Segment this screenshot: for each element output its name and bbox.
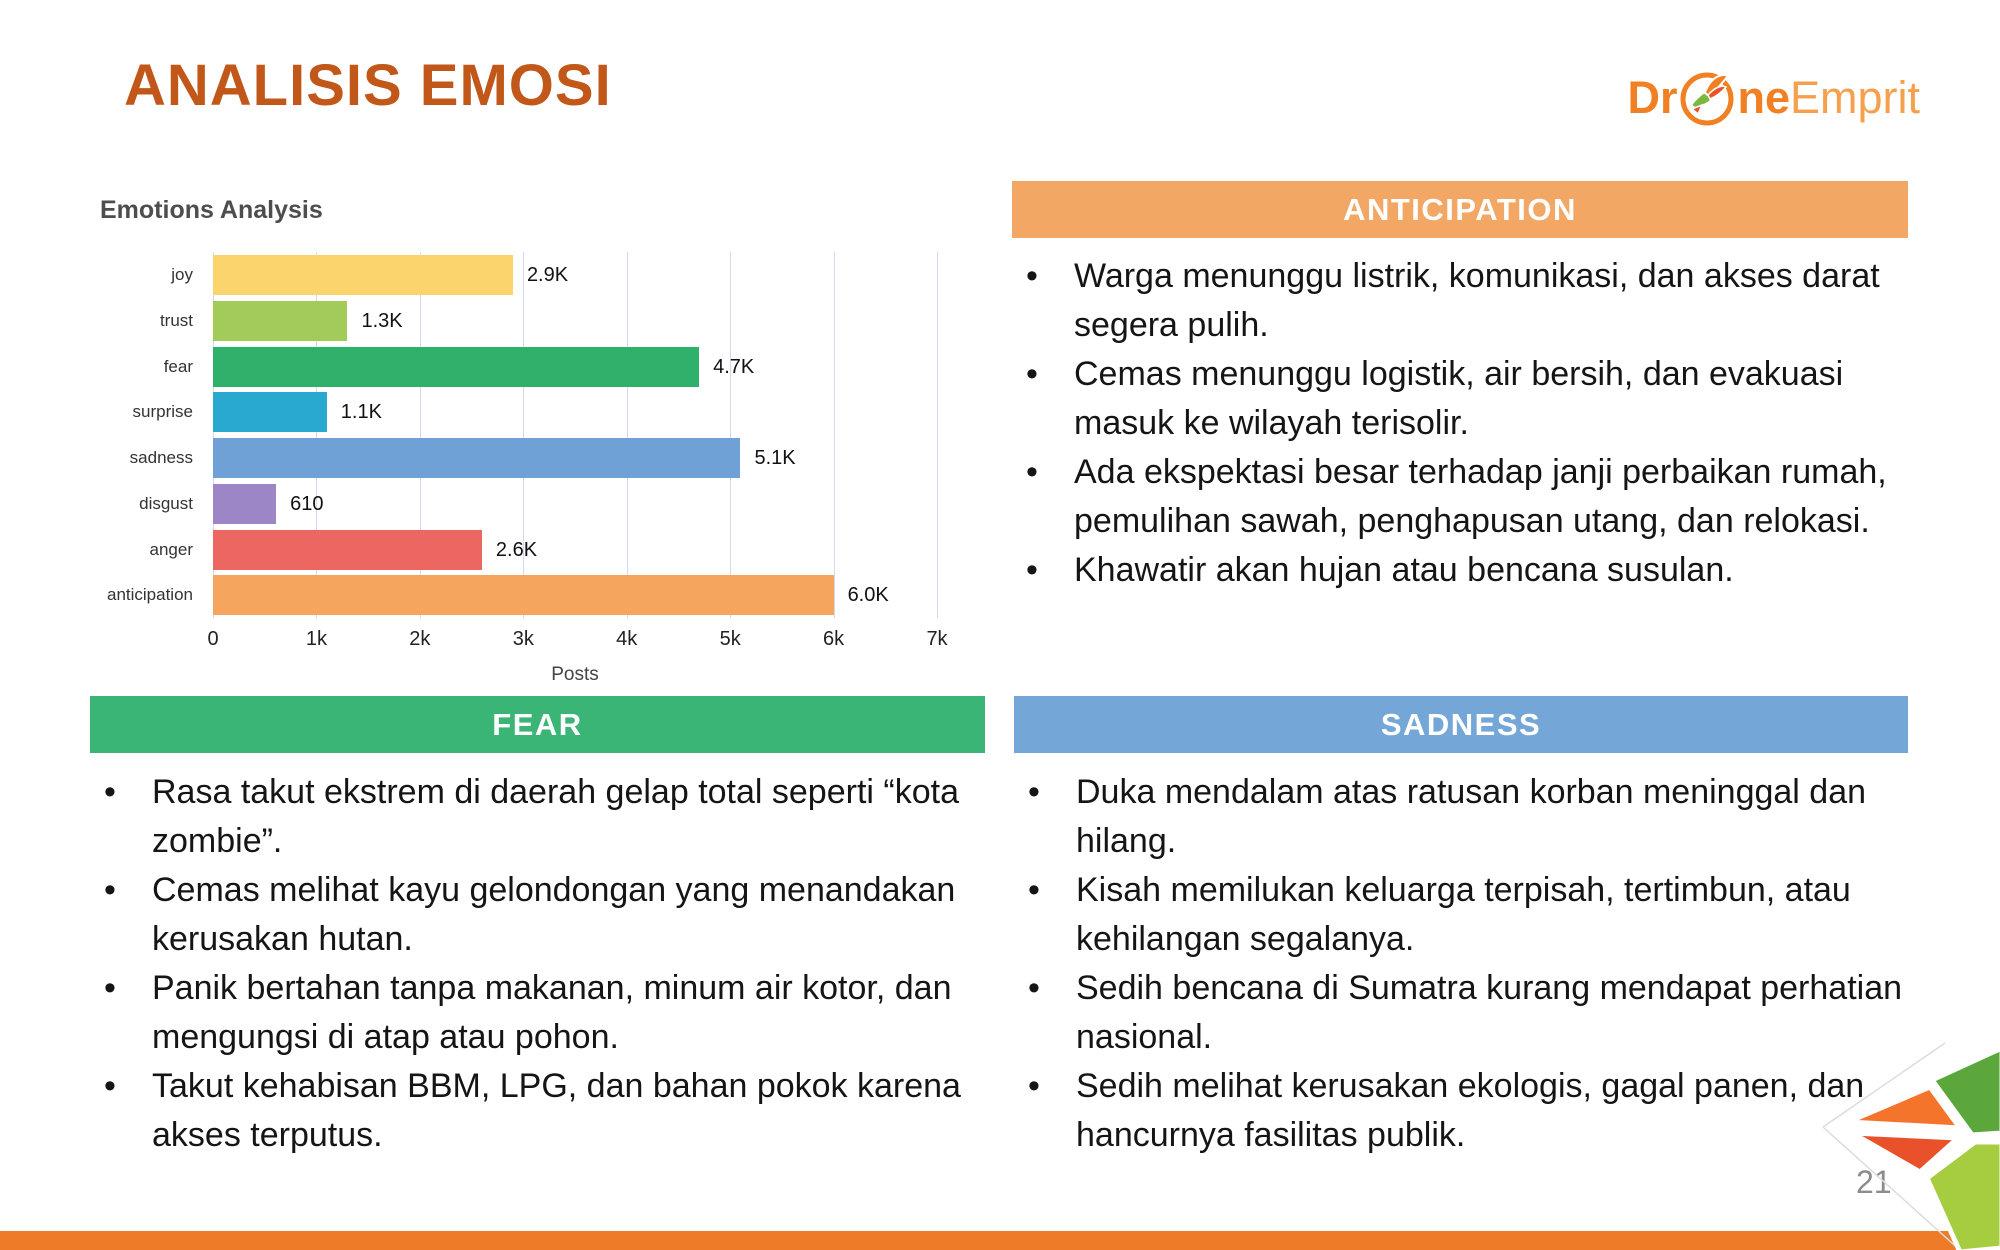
chart-category-labels [100, 252, 203, 618]
bullet-item: • Duka mendalam atas ratusan korban meninggal dan hilang. [1014, 768, 1920, 866]
category-label-anger: anger [149, 539, 193, 559]
chart-bar-row [213, 344, 937, 389]
chart-bar-row [213, 435, 937, 480]
bar-value-label: 610 [290, 492, 324, 515]
chart-x-axis-label: Posts [551, 664, 599, 685]
bullet-item: • Panik bertahan tanpa makanan, minum air kotor, dan mengungsi di atap atau pohon. [90, 964, 1000, 1062]
chart-bar-row [213, 481, 937, 526]
x-tick-label: 6k [823, 628, 845, 650]
category-label-anticipation: anticipation [106, 585, 193, 605]
x-tick-label: 1k [305, 628, 327, 650]
panel-title: ANTICIPATION [1343, 191, 1577, 227]
x-tick-label: 0 [207, 628, 219, 650]
bar-sadness [213, 438, 740, 478]
bar-value-label: 4.7K [713, 355, 755, 378]
category-label-joy: joy [171, 265, 193, 284]
drone-emprit-logo [1627, 66, 1920, 130]
page-number: 21 [1856, 1164, 1892, 1200]
category-label-disgust: disgust [139, 493, 193, 513]
chart-title: Emotions Analysis [100, 196, 323, 224]
bullet-item: • Sedih bencana di Sumatra kurang mendapat perhatian nasional. [1014, 964, 1920, 1062]
x-tick-label: 5k [719, 628, 741, 650]
bar-joy [213, 255, 513, 295]
bar-value-label: 2.6K [495, 538, 538, 561]
bullet-item: • Khawatir akan hujan atau bencana susulan. [1012, 546, 1918, 595]
bullet-item: • Cemas menunggu logistik, air bersih, dan evakuasi masuk ke wilayah terisolir. [1012, 350, 1918, 448]
bottom-accent-bar [0, 1231, 2000, 1250]
bar-anger [213, 530, 482, 570]
chart-bar-row [213, 252, 937, 297]
bullet-item: • Sedih melihat kerusakan ekologis, gagal panen, dan hancurnya fasilitas publik. [1014, 1062, 1920, 1160]
bullet-item: • Takut kehabisan BBM, LPG, dan bahan pokok karena akses terputus. [90, 1062, 1000, 1160]
logo-text-emprit: Emprit [1789, 72, 1920, 123]
bar-anticipation [213, 575, 834, 615]
chart-bar-row [213, 298, 937, 343]
x-tick-label: 7k [926, 628, 948, 650]
bar-value-label: 2.9K [526, 264, 569, 286]
chart-bar-row [213, 527, 937, 572]
chart-bar-row [213, 389, 937, 434]
category-label-surprise: surprise [132, 402, 193, 422]
bar-value-label: 6.0K [847, 584, 889, 607]
chart-gridline [937, 252, 938, 618]
category-label-sadness: sadness [129, 448, 193, 467]
emotions-analysis-chart [100, 196, 1000, 696]
bullets-anticipation [1012, 252, 1918, 595]
logo-text-dr: Dr [1627, 72, 1678, 123]
category-label-trust: trust [159, 310, 193, 330]
panel-title: FEAR [492, 706, 583, 742]
bullet-item: • Rasa takut ekstrem di daerah gelap total seperti “kota zombie”. [90, 768, 1000, 866]
bullet-item: • Kisah memilukan keluarga terpisah, tertimbun, atau kehilangan segalanya. [1014, 866, 1920, 964]
bullets-sadness [1014, 768, 1920, 1160]
bullet-item: • Ada ekspektasi besar terhadap janji perbaikan rumah, pemulihan sawah, penghapusan utang, dan relokasi. [1012, 448, 1918, 546]
bar-value-label: 1.3K [361, 309, 403, 332]
bar-fear [213, 347, 699, 387]
x-tick-label: 3k [512, 628, 534, 650]
chart-x-ticks [207, 628, 948, 656]
panel-header-sadness [1014, 696, 1908, 753]
bar-trust [213, 301, 347, 341]
logo-text-ne: ne [1737, 72, 1790, 123]
panel-title: SADNESS [1380, 706, 1542, 742]
chart-bar-row [213, 572, 937, 617]
bar-value-label: 5.1K [754, 447, 796, 469]
panel-header-fear [90, 696, 985, 753]
page-title: ANALISIS EMOSI [124, 53, 612, 118]
bar-disgust [213, 484, 276, 524]
bullet-item: • Warga menunggu listrik, komunikasi, dan akses darat segera pulih. [1012, 252, 1918, 350]
bar-value-label: 1.1K [340, 401, 382, 424]
corner-leaf-decoration [1790, 1030, 2000, 1250]
panel-header-anticipation [1012, 181, 1908, 238]
x-tick-label: 2k [409, 628, 431, 650]
bird-icon [1677, 69, 1737, 127]
category-label-fear: fear [163, 356, 193, 376]
chart-plot [213, 252, 937, 618]
bar-surprise [213, 392, 327, 432]
x-tick-label: 4k [616, 628, 638, 650]
bullets-fear [90, 768, 1000, 1160]
bullet-item: • Cemas melihat kayu gelondongan yang menandakan kerusakan hutan. [90, 866, 1000, 964]
